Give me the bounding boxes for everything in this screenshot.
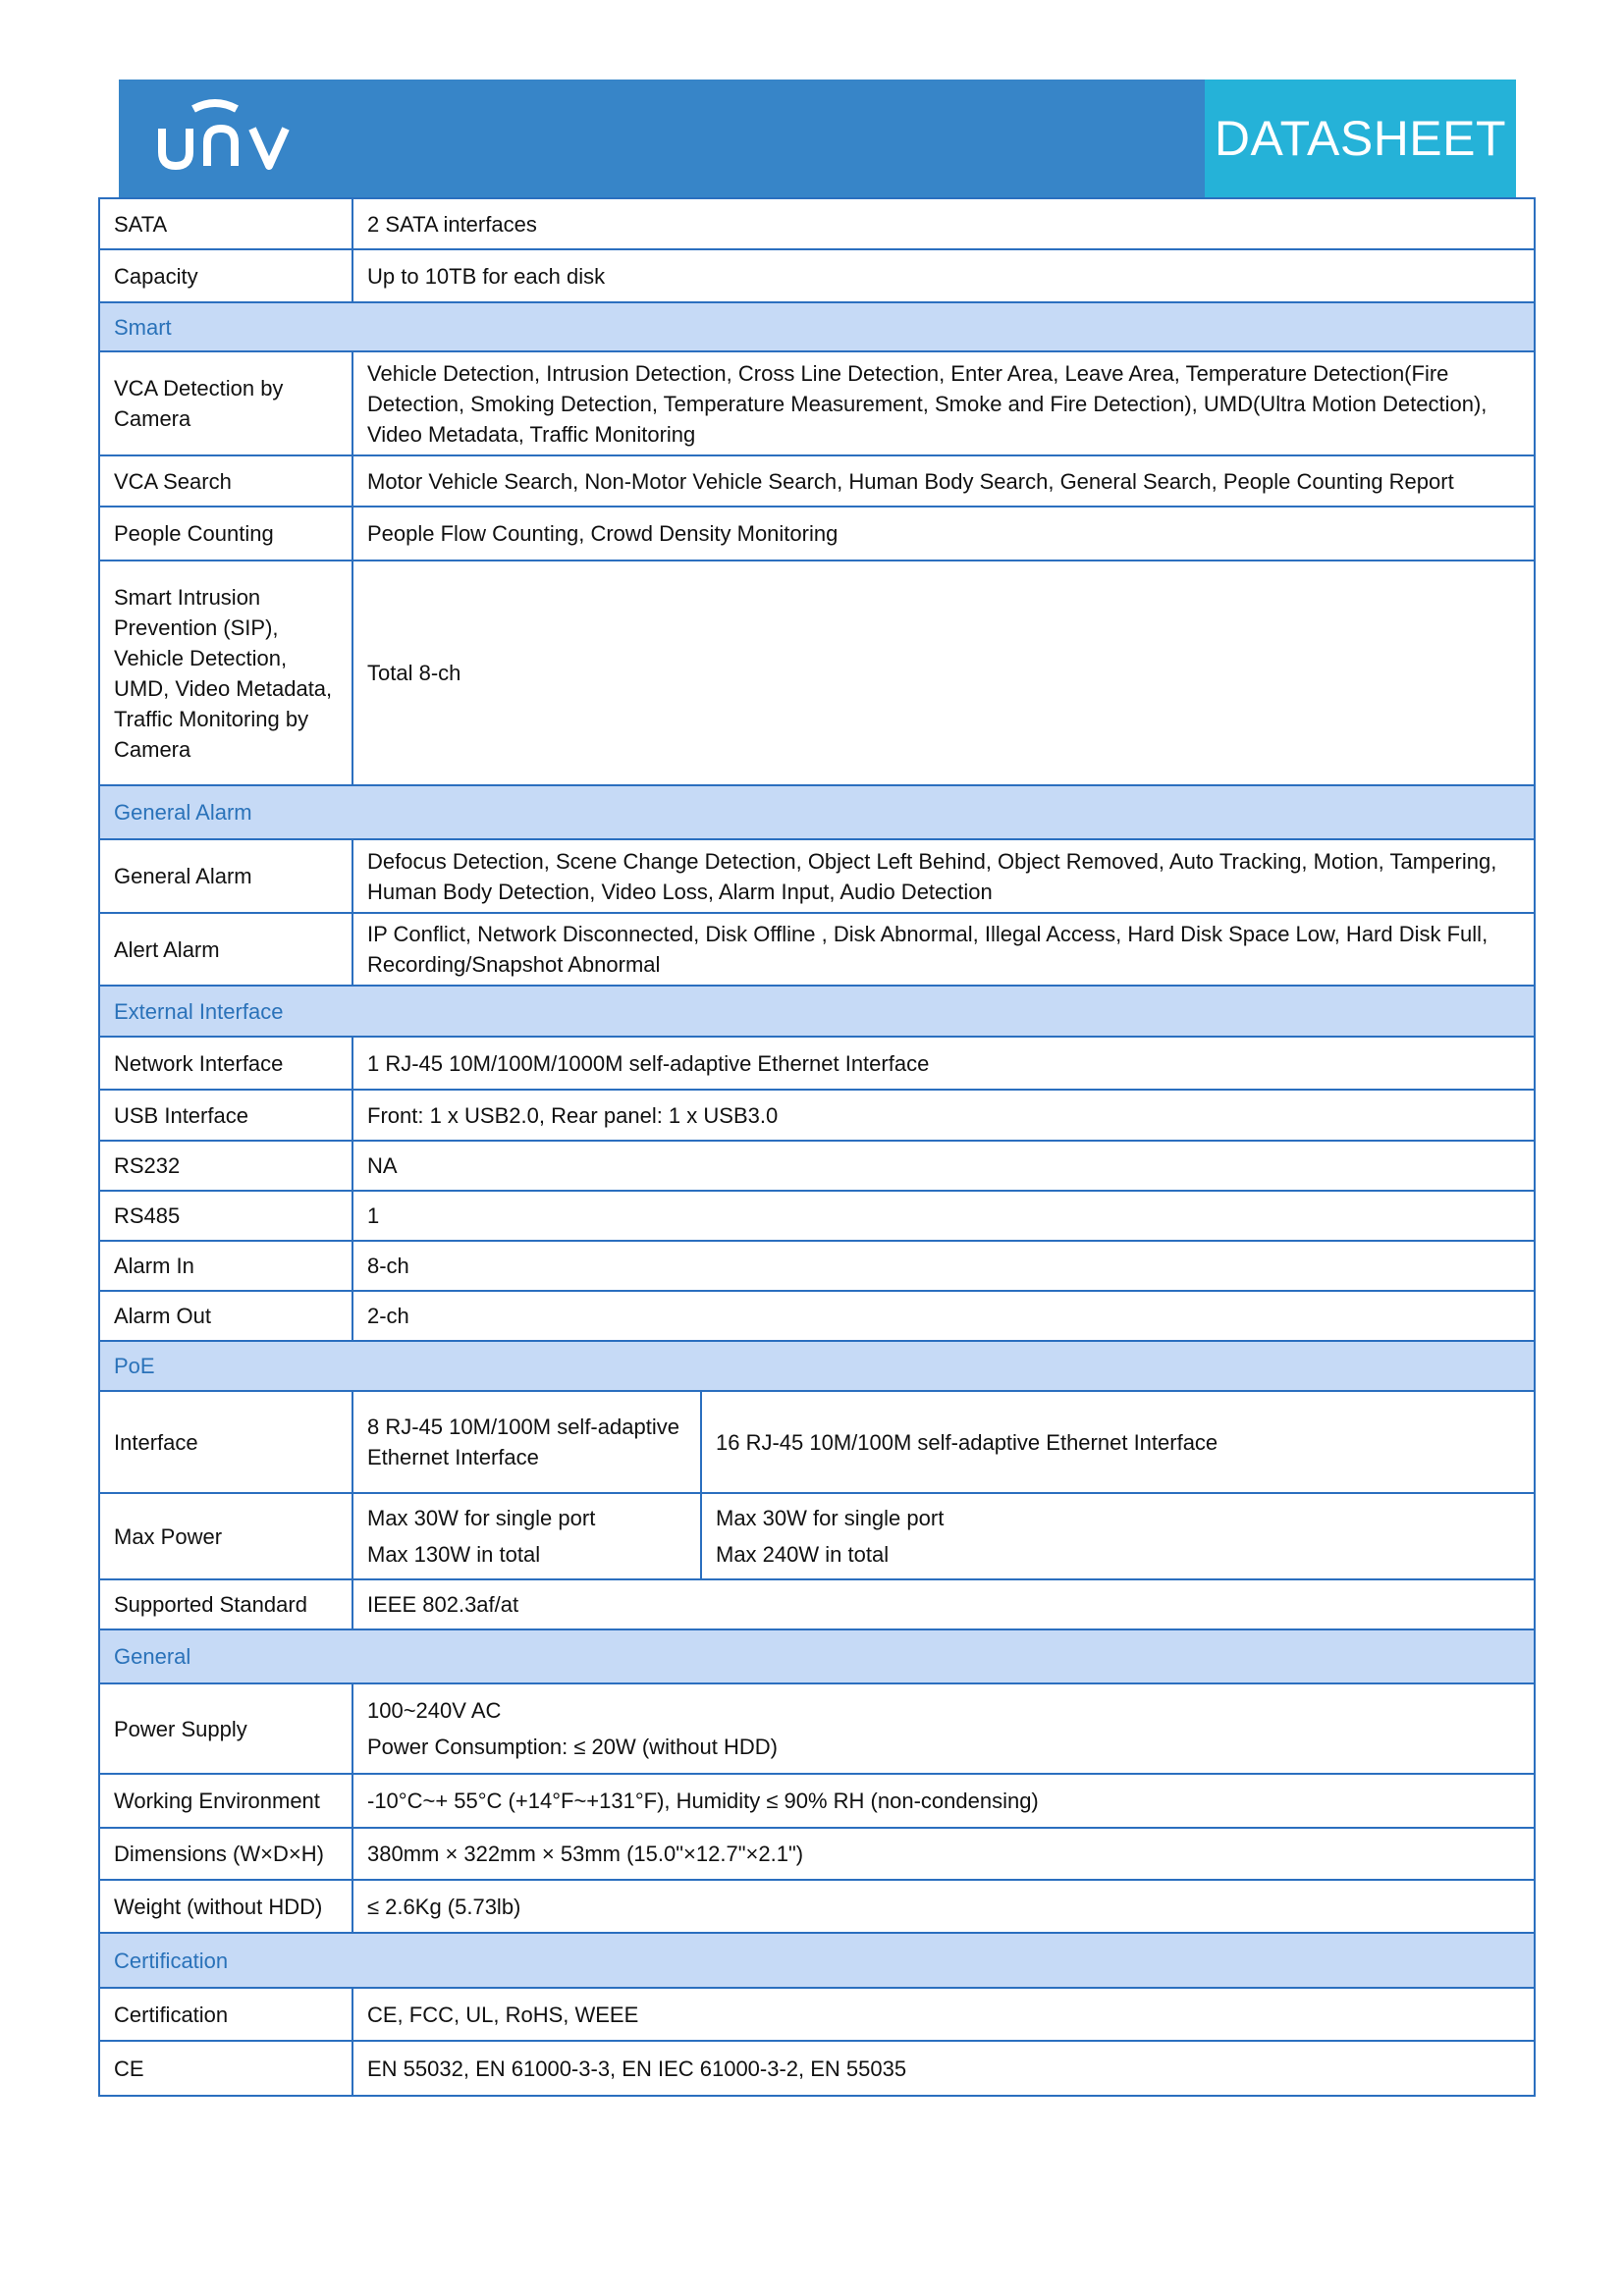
spec-table (98, 197, 1536, 2097)
section-header-external-interface (99, 986, 1535, 1037)
row-label: Certification (99, 1988, 352, 2041)
row-label: Max Power (99, 1493, 352, 1579)
table-row (99, 2041, 1535, 2096)
row-value: 16 RJ-45 10M/100M self-adaptive Ethernet Interface (701, 1391, 1535, 1493)
table-row (99, 1291, 1535, 1341)
row-value: 380mm × 322mm × 53mm (15.0"×12.7"×2.1") (352, 1828, 1535, 1880)
section-header-certification (99, 1933, 1535, 1988)
row-label: Capacity (99, 249, 352, 302)
section-header-general (99, 1629, 1535, 1683)
row-value: 1 (352, 1191, 1535, 1241)
table-row (99, 198, 1535, 249)
section-header-poe (99, 1341, 1535, 1391)
row-value: ≤ 2.6Kg (5.73lb) (352, 1880, 1535, 1933)
table-row (99, 1493, 1535, 1579)
row-label: Power Supply (99, 1683, 352, 1774)
max-power-16-line2: Max 240W in total (716, 1542, 890, 1567)
row-value: 1 RJ-45 10M/100M/1000M self-adaptive Ethernet Interface (352, 1037, 1535, 1090)
table-row (99, 1774, 1535, 1828)
max-power-8-line1: Max 30W for single port (367, 1506, 596, 1530)
row-label: People Counting (99, 507, 352, 561)
row-label: General Alarm (99, 839, 352, 913)
max-power-8-line2: Max 130W in total (367, 1542, 541, 1567)
row-label: Alert Alarm (99, 913, 352, 986)
datasheet-badge: DATASHEET (1205, 80, 1516, 197)
row-label: SATA (99, 198, 352, 249)
row-label: Interface (99, 1391, 352, 1493)
table-row (99, 1037, 1535, 1090)
max-power-16-line1: Max 30W for single port (716, 1506, 945, 1530)
row-value: 8-ch (352, 1241, 1535, 1291)
row-value: IP Conflict, Network Disconnected, Disk Offline , Disk Abnormal, Illegal Access, Hard Disk Space Low, Hard Disk Full, Recording/Snapshot Abnormal (352, 913, 1535, 986)
table-row (99, 1988, 1535, 2041)
table-row (99, 1241, 1535, 1291)
row-value: Vehicle Detection, Intrusion Detection, Cross Line Detection, Enter Area, Leave Area, Temperature Detection(Fire Detection, Smoking Detection, Temperature Measurement, Smoke and Fire Detection), UMD(Ultra Motion Detection), Video Metadata, Traffic Monitoring (352, 351, 1535, 455)
row-value: Up to 10TB for each disk (352, 249, 1535, 302)
row-value: 2-ch (352, 1291, 1535, 1341)
table-row (99, 1191, 1535, 1241)
row-value: 8 RJ-45 10M/100M self-adaptive Ethernet Interface (352, 1391, 701, 1493)
row-label: Alarm Out (99, 1291, 352, 1341)
row-label: USB Interface (99, 1090, 352, 1141)
power-supply-line2: Power Consumption: ≤ 20W (without HDD) (367, 1735, 778, 1759)
row-value: EN 55032, EN 61000-3-3, EN IEC 61000-3-2, EN 55035 (352, 2041, 1535, 2096)
row-value: 2 SATA interfaces (352, 198, 1535, 249)
section-header-smart (99, 302, 1535, 351)
row-label: VCA Search (99, 455, 352, 507)
row-value: Defocus Detection, Scene Change Detection, Object Left Behind, Object Removed, Auto Tracking, Motion, Tampering, Human Body Detection, Video Loss, Alarm Input, Audio Detection (352, 839, 1535, 913)
section-title: Smart (99, 302, 1535, 351)
table-row (99, 1880, 1535, 1933)
table-row (99, 249, 1535, 302)
row-label: Dimensions (W×D×H) (99, 1828, 352, 1880)
row-value: CE, FCC, UL, RoHS, WEEE (352, 1988, 1535, 2041)
section-title: General Alarm (99, 785, 1535, 839)
table-row (99, 351, 1535, 455)
row-value (352, 1493, 701, 1579)
row-value (701, 1493, 1535, 1579)
row-value: NA (352, 1141, 1535, 1191)
header-banner (119, 80, 1516, 197)
power-supply-line1: 100~240V AC (367, 1698, 502, 1723)
table-row (99, 507, 1535, 561)
section-header-general-alarm (99, 785, 1535, 839)
row-label: RS485 (99, 1191, 352, 1241)
table-row (99, 561, 1535, 785)
row-label: Weight (without HDD) (99, 1880, 352, 1933)
row-value: Front: 1 x USB2.0, Rear panel: 1 x USB3.0 (352, 1090, 1535, 1141)
section-title: PoE (99, 1341, 1535, 1391)
row-value (352, 1683, 1535, 1774)
row-value: Motor Vehicle Search, Non-Motor Vehicle Search, Human Body Search, General Search, People Counting Report (352, 455, 1535, 507)
row-value: -10°C~+ 55°C (+14°F~+131°F), Humidity ≤ 90% RH (non-condensing) (352, 1774, 1535, 1828)
unv-logo (138, 95, 305, 184)
section-title: General (99, 1629, 1535, 1683)
row-label: Network Interface (99, 1037, 352, 1090)
row-label: Smart Intrusion Prevention (SIP), Vehicle Detection, UMD, Video Metadata, Traffic Monitoring by Camera (99, 561, 352, 785)
table-row (99, 1391, 1535, 1493)
row-label: VCA Detection by Camera (99, 351, 352, 455)
row-label: RS232 (99, 1141, 352, 1191)
row-value: People Flow Counting, Crowd Density Monitoring (352, 507, 1535, 561)
section-title: Certification (99, 1933, 1535, 1988)
row-label: Working Environment (99, 1774, 352, 1828)
row-label: Alarm In (99, 1241, 352, 1291)
row-label: CE (99, 2041, 352, 2096)
table-row (99, 1683, 1535, 1774)
table-row (99, 839, 1535, 913)
row-label: Supported Standard (99, 1579, 352, 1629)
section-title: External Interface (99, 986, 1535, 1037)
table-row (99, 1141, 1535, 1191)
row-value: IEEE 802.3af/at (352, 1579, 1535, 1629)
table-row (99, 455, 1535, 507)
table-row (99, 1090, 1535, 1141)
table-row (99, 1579, 1535, 1629)
table-row (99, 913, 1535, 986)
row-value: Total 8-ch (352, 561, 1535, 785)
table-row (99, 1828, 1535, 1880)
